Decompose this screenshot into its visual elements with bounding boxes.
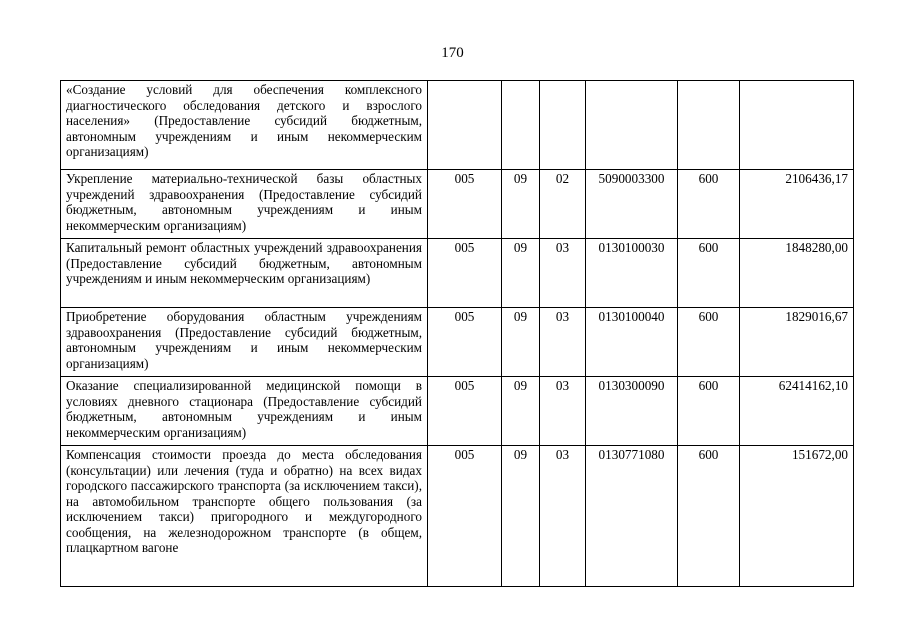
table-row bbox=[61, 377, 854, 446]
row-description: Компенсация стоимости проезда до места обследования (консультации) или лечения (туда и обратно) на всех видах городского пассажирского транспорта (за исключением такси), на автомобильном транспорте общего пользования (за исключением такси) пригородного и междугородного сообщения, на железнодорожном транспорте (в общем, плацкартном вагоне bbox=[61, 446, 428, 587]
subsection-code: 02 bbox=[540, 170, 586, 239]
department-code: 005 bbox=[428, 170, 502, 239]
target-article-code bbox=[586, 81, 678, 170]
amount: 62414162,10 bbox=[740, 377, 854, 446]
section-code bbox=[502, 81, 540, 170]
department-code: 005 bbox=[428, 377, 502, 446]
target-article-code: 5090003300 bbox=[586, 170, 678, 239]
table-row bbox=[61, 239, 854, 308]
target-article-code: 0130100030 bbox=[586, 239, 678, 308]
page-number: 170 bbox=[441, 45, 464, 61]
section-code: 09 bbox=[502, 308, 540, 377]
table-row bbox=[61, 170, 854, 239]
section-code: 09 bbox=[502, 170, 540, 239]
expense-type-code: 600 bbox=[678, 239, 740, 308]
amount: 1829016,67 bbox=[740, 308, 854, 377]
expense-type-code: 600 bbox=[678, 446, 740, 587]
section-code: 09 bbox=[502, 377, 540, 446]
row-description: Укрепление материально-технической базы областных учреждений здравоохранения (Предоставление субсидий бюджетным, автономным учреждениям и иным некоммерческим организациям) bbox=[61, 170, 428, 239]
subsection-code: 03 bbox=[540, 308, 586, 377]
target-article-code: 0130100040 bbox=[586, 308, 678, 377]
table-row bbox=[61, 308, 854, 377]
department-code: 005 bbox=[428, 308, 502, 377]
expense-type-code bbox=[678, 81, 740, 170]
target-article-code: 0130771080 bbox=[586, 446, 678, 587]
row-description: Оказание специализированной медицинской помощи в условиях дневного стационара (Предоставление субсидий бюджетным, автономным учреждениям и иным некоммерческим организациям) bbox=[61, 377, 428, 446]
table-row bbox=[61, 81, 854, 170]
expense-type-code: 600 bbox=[678, 170, 740, 239]
table-row bbox=[61, 446, 854, 587]
department-code: 005 bbox=[428, 239, 502, 308]
expense-type-code: 600 bbox=[678, 377, 740, 446]
row-description: «Создание условий для обеспечения комплексного диагностического обследования детского и взрослого населения» (Предоставление субсидий бюджетным, автономным учреждениям и иным некоммерческим организациям) bbox=[61, 81, 428, 170]
department-code bbox=[428, 81, 502, 170]
amount bbox=[740, 81, 854, 170]
subsection-code: 03 bbox=[540, 446, 586, 587]
subsection-code bbox=[540, 81, 586, 170]
section-code: 09 bbox=[502, 239, 540, 308]
row-description: Приобретение оборудования областным учреждениям здравоохранения (Предоставление субсидий бюджетным, автономным учреждениям и иным некоммерческим организациям) bbox=[61, 308, 428, 377]
target-article-code: 0130300090 bbox=[586, 377, 678, 446]
budget-table bbox=[60, 80, 854, 587]
subsection-code: 03 bbox=[540, 239, 586, 308]
expense-type-code: 600 bbox=[678, 308, 740, 377]
amount: 151672,00 bbox=[740, 446, 854, 587]
department-code: 005 bbox=[428, 446, 502, 587]
amount: 2106436,17 bbox=[740, 170, 854, 239]
subsection-code: 03 bbox=[540, 377, 586, 446]
amount: 1848280,00 bbox=[740, 239, 854, 308]
section-code: 09 bbox=[502, 446, 540, 587]
row-description: Капитальный ремонт областных учреждений здравоохранения (Предоставление субсидий бюджетным, автономным учреждениям и иным некоммерческим организациям) bbox=[61, 239, 428, 308]
